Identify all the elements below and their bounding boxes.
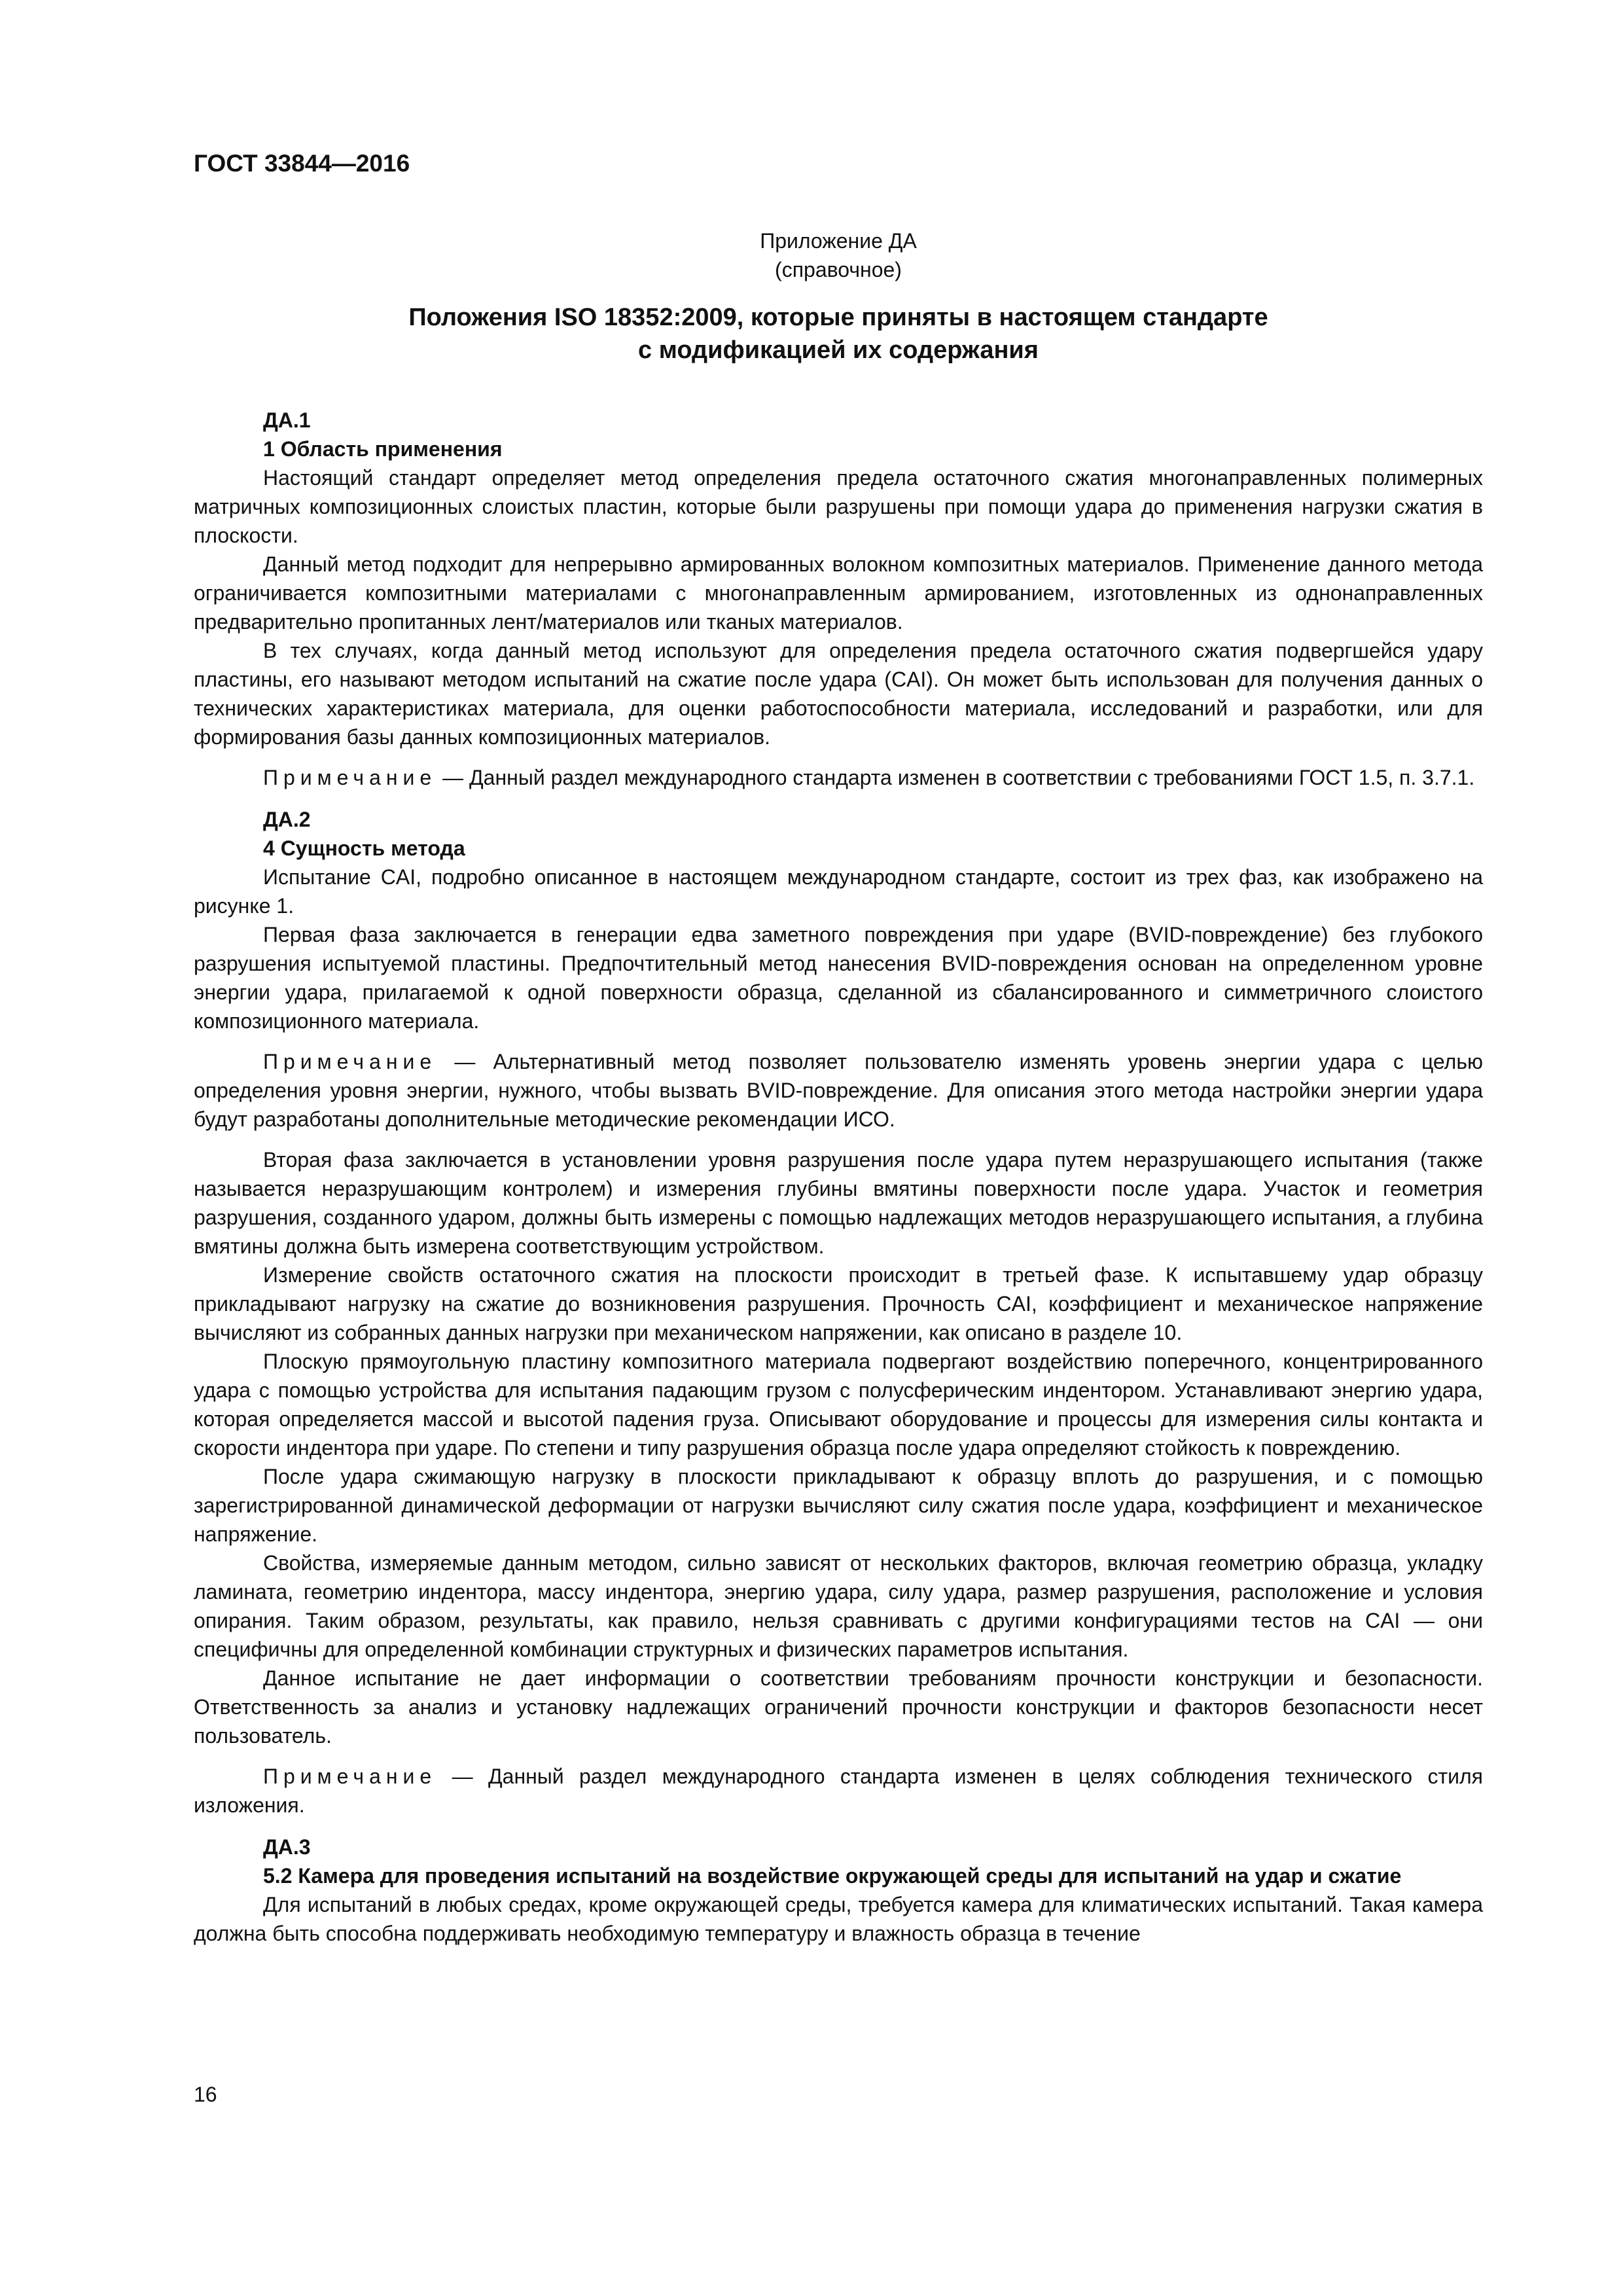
appendix-heading xyxy=(194,301,1483,367)
document-body xyxy=(194,406,1483,1948)
section-title: 5.2 Камера для проведения испытаний на воздействие окружающей среды для испытаний на удар и сжатие xyxy=(263,1864,1402,1888)
paragraph: Вторая фаза заключается в установлении уровня разрушения после удара путем неразрушающего испытания (также называется неразрушающим контролем) и измерения глубины вмятины поверхности после удара. Участок и геометрия разрушения, созданного ударом, должны быть измерены с помощью надлежащих методов неразрушающего испытания, а глубина вмятины должна быть измерена соответствующим устройством. xyxy=(194,1148,1483,1258)
document-code: ГОСТ 33844—2016 xyxy=(194,150,410,177)
section-number: ДА.3 xyxy=(263,1835,311,1859)
section-number: ДА.2 xyxy=(263,808,311,831)
section-da2 xyxy=(194,805,1483,1820)
appendix-heading-line-1: Положения ISO 18352:2009, которые приняты в настоящем стандарте xyxy=(408,304,1268,331)
paragraph: Плоскую прямоугольную пластину композитного материала подвергают воздействию поперечного, концентрированного удара с помощью устройства для испытания падающим грузом с полусферическим индентором. Устанавливают энергию удара, которая определяется массой и высотой падения груза. Описывают оборудование и процессы для измерения силы контакта и скорости индентора при ударе. По степени и типу разрушения образца после удара определяют стойкость к повреждению. xyxy=(194,1350,1483,1460)
paragraph: Настоящий стандарт определяет метод определения предела остаточного сжатия многонаправленных полимерных матричных композиционных слоистых пластин, которые были разрушены при помощи удара до применения нагрузки сжатия в плоскости. xyxy=(194,466,1483,547)
note-text: — Данный раздел международного стандарта изменен в соответствии с требованиями ГОСТ 1.5, п. 3.7.1. xyxy=(437,766,1475,789)
paragraph: Первая фаза заключается в генерации едва заметного повреждения при ударе (BVID-повреждение) без глубокого разрушения испытуемой пластины. Предпочтительный метод нанесения BVID-повреждения основан на определенном уровне энергии удара, прилагаемой к одной поверхности образца, сделанной из сбалансированного и симметричного слоистого композиционного материала. xyxy=(194,923,1483,1033)
note-label: Примечание xyxy=(263,1765,437,1788)
section-title: 4 Сущность метода xyxy=(263,836,465,860)
appendix-subtitle: (справочное) xyxy=(775,258,902,281)
paragraph: Для испытаний в любых средах, кроме окружающей среды, требуется камера для климатических испытаний. Такая камера должна быть способна поддерживать необходимую температуру и влажность образца в течение xyxy=(194,1893,1483,1945)
section-da1 xyxy=(194,406,1483,792)
appendix-heading-line-2: с модификацией их содержания xyxy=(638,336,1039,364)
paragraph: Данный метод подходит для непрерывно армированных волокном композитных материалов. Применение данного метода ограничивается композитными материалами с многонаправленным армированием, изготовленных из однонаправленных предварительно пропитанных лент/материалов или тканых материалов. xyxy=(194,552,1483,634)
paragraph: Измерение свойств остаточного сжатия на плоскости происходит в третьей фазе. К испытавшему удар образцу прикладывают нагрузку на сжатие до возникновения разрушения. Прочность CAI, коэффициент и механическое напряжение вычисляют из собранных данных нагрузки при механическом напряжении, как описано в разделе 10. xyxy=(194,1263,1483,1344)
paragraph: Данное испытание не дает информации о соответствии требованиям прочности конструкции и безопасности. Ответственность за анализ и установку надлежащих ограничений прочности конструкции и факторов безопасности несет пользователь. xyxy=(194,1666,1483,1748)
page-number: 16 xyxy=(194,2083,217,2106)
paragraph: После удара сжимающую нагрузку в плоскости прикладывают к образцу вплоть до разрушения, и с помощью зарегистрированной динамической деформации от нагрузки вычисляют силу сжатия после удара, коэффициент и механическое напряжение. xyxy=(194,1465,1483,1546)
paragraph: Свойства, измеряемые данным методом, сильно зависят от нескольких факторов, включая геометрию образца, укладку ламината, геометрию индентора, массу индентора, энергию удара, силу удара, размер разрушения, расположение и условия опирания. Таким образом, результаты, как правило, нельзя сравнивать с другими конфигурациями тестов на CAI — они специфичны для определенной комбинации структурных и физических параметров испытания. xyxy=(194,1551,1483,1661)
section-number: ДА.1 xyxy=(263,408,311,432)
section-title: 1 Область применения xyxy=(263,437,503,461)
section-da3 xyxy=(194,1833,1483,1948)
appendix-header xyxy=(194,226,1483,367)
note xyxy=(194,1762,1483,1820)
note-text: — Альтернативный метод позволяет пользователю изменять уровень энергии удара с целью определения уровня энергии, нужного, чтобы вызвать BVID-повреждение. Для описания этого метода настройки энергии удара будут разработаны дополнительные методические рекомендации ИСО. xyxy=(194,1050,1483,1131)
note xyxy=(194,763,1483,792)
paragraph: В тех случаях, когда данный метод используют для определения предела остаточного сжатия подвергшейся удару пластины, его называют методом испытаний на сжатие после удара (CAI). Он может быть использован для получения данных о технических характеристиках материала, для оценки работоспособности материала, исследований и разработки, или для формирования базы данных композиционных материалов. xyxy=(194,639,1483,749)
note-label: Примечание xyxy=(263,1050,437,1073)
note xyxy=(194,1047,1483,1134)
note-text: — Данный раздел международного стандарта изменен в целях соблюдения технического стиля изложения. xyxy=(194,1765,1483,1817)
note-label: Примечание xyxy=(263,766,437,789)
paragraph: Испытание CAI, подробно описанное в настоящем международном стандарте, состоит из трех фаз, как изображено на рисунке 1. xyxy=(194,865,1483,918)
appendix-title: Приложение ДА xyxy=(760,229,917,253)
